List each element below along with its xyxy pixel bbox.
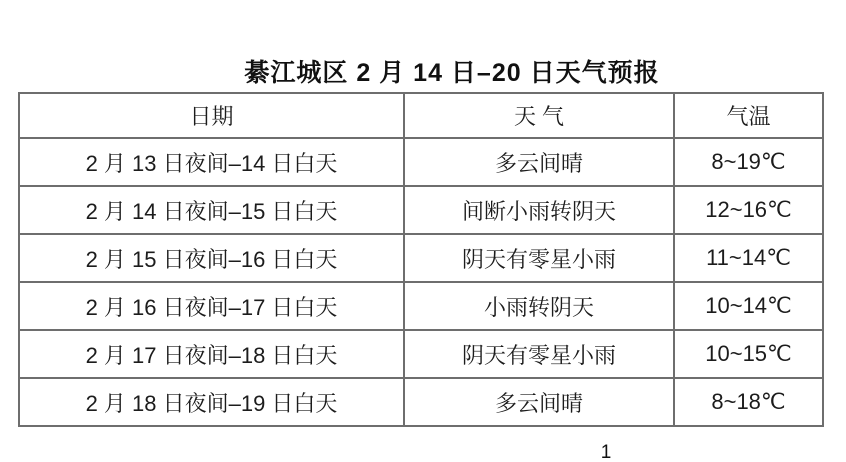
table-row xyxy=(19,378,823,426)
weather-forecast-table xyxy=(18,92,824,427)
temperature-cell: 11~14℃ xyxy=(674,234,823,282)
date-cell: 2 月 18 日夜间–19 日白天 xyxy=(19,378,404,426)
temperature-cell: 12~16℃ xyxy=(674,186,823,234)
temperature-cell: 8~19℃ xyxy=(674,138,823,186)
table-row xyxy=(19,234,823,282)
table-header-row xyxy=(19,93,823,138)
temperature-cell: 10~15℃ xyxy=(674,330,823,378)
col-header-temperature: 气温 xyxy=(674,93,823,138)
date-cell: 2 月 14 日夜间–15 日白天 xyxy=(19,186,404,234)
table-row xyxy=(19,186,823,234)
date-cell: 2 月 15 日夜间–16 日白天 xyxy=(19,234,404,282)
table-row xyxy=(19,330,823,378)
weather-cell: 小雨转阴天 xyxy=(404,282,674,330)
weather-cell: 多云间晴 xyxy=(404,378,674,426)
temperature-cell: 10~14℃ xyxy=(674,282,823,330)
col-header-date: 日期 xyxy=(19,93,404,138)
date-cell: 2 月 17 日夜间–18 日白天 xyxy=(19,330,404,378)
table-row xyxy=(19,282,823,330)
page-number: 1 xyxy=(600,442,612,462)
col-header-weather: 天 气 xyxy=(404,93,674,138)
weather-cell: 间断小雨转阴天 xyxy=(404,186,674,234)
date-cell: 2 月 13 日夜间–14 日白天 xyxy=(19,138,404,186)
temperature-cell: 8~18℃ xyxy=(674,378,823,426)
date-cell: 2 月 16 日夜间–17 日白天 xyxy=(19,282,404,330)
page-title: 綦江城区 2 月 14 日–20 日天气预报 xyxy=(244,59,660,87)
weather-cell: 阴天有零星小雨 xyxy=(404,234,674,282)
table-row xyxy=(19,138,823,186)
weather-cell: 阴天有零星小雨 xyxy=(404,330,674,378)
weather-cell: 多云间晴 xyxy=(404,138,674,186)
